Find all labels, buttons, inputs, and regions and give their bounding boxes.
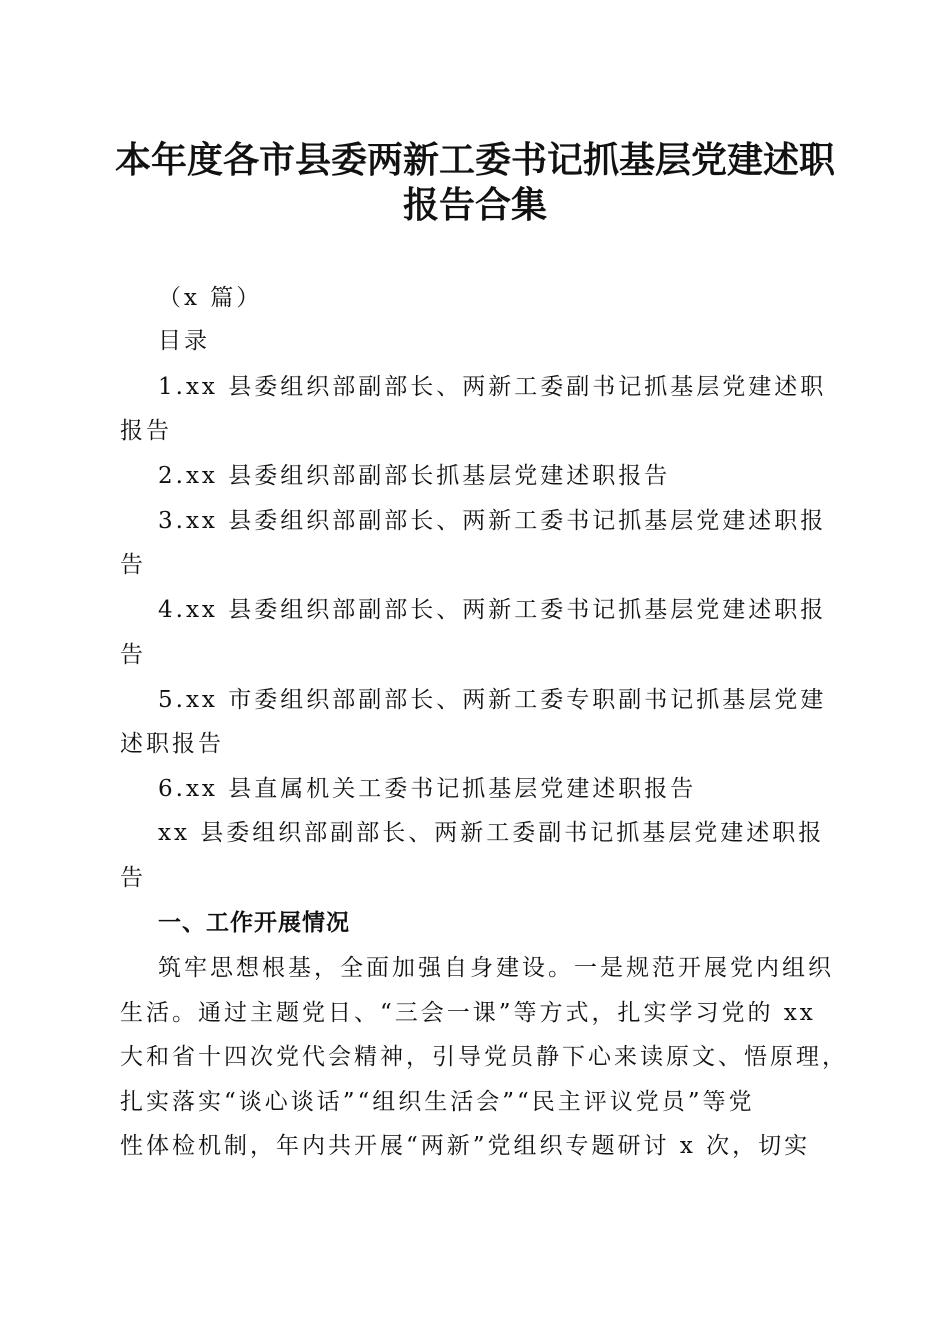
body-line-3: 大和省十四次党代会精神，引导党员静下心来读原文、悟原理， [120,1044,848,1070]
body-line-1: 筑牢思想根基，全面加强自身建设。一是规范开展党内组织 [158,955,834,981]
toc-item-4-line-1: 4.xx 县委组织部副部长、两新工委书记抓基层党建述职报 [158,597,827,623]
report-title-line-2: 告 [120,865,146,891]
toc-item-6: 6.xx 县直属机关工委书记抓基层党建述职报告 [158,776,697,802]
toc-item-3-line-1: 3.xx 县委组织部副部长、两新工委书记抓基层党建述职报 [158,508,827,534]
toc-label: 目录 [158,328,210,354]
document-title-line-1: 本年度各市县委两新工委书记抓基层党建述职 [114,139,835,181]
toc-item-5-line-1: 5.xx 市委组织部副部长、两新工委专职副书记抓基层党建 [158,687,827,713]
section-heading: 一、工作开展情况 [158,910,350,936]
document-title-line-2: 报告合集 [402,184,547,226]
toc-item-3-line-2: 告 [120,552,146,578]
article-count: （x 篇） [158,285,263,311]
toc-item-1-line-1: 1.xx 县委组织部副部长、两新工委副书记抓基层党建述职 [158,374,827,400]
toc-item-4-line-2: 告 [120,642,146,668]
body-line-5: 性体检机制，年内共开展“两新”党组织专题研讨 x 次，切实 [120,1133,811,1159]
body-line-2: 生活。通过主题党日、“三会一课”等方式，扎实学习党的 xx [120,1000,816,1026]
toc-item-2: 2.xx 县委组织部副部长抓基层党建述职报告 [158,463,671,489]
body-line-4: 扎实落实“谈心谈话”“组织生活会”“民主评议党员”等党 [120,1089,755,1115]
report-title-line-1: xx 县委组织部副部长、两新工委副书记抓基层党建述职报 [158,820,825,846]
toc-item-1-line-2: 报告 [120,418,172,444]
toc-item-5-line-2: 述职报告 [120,731,224,757]
